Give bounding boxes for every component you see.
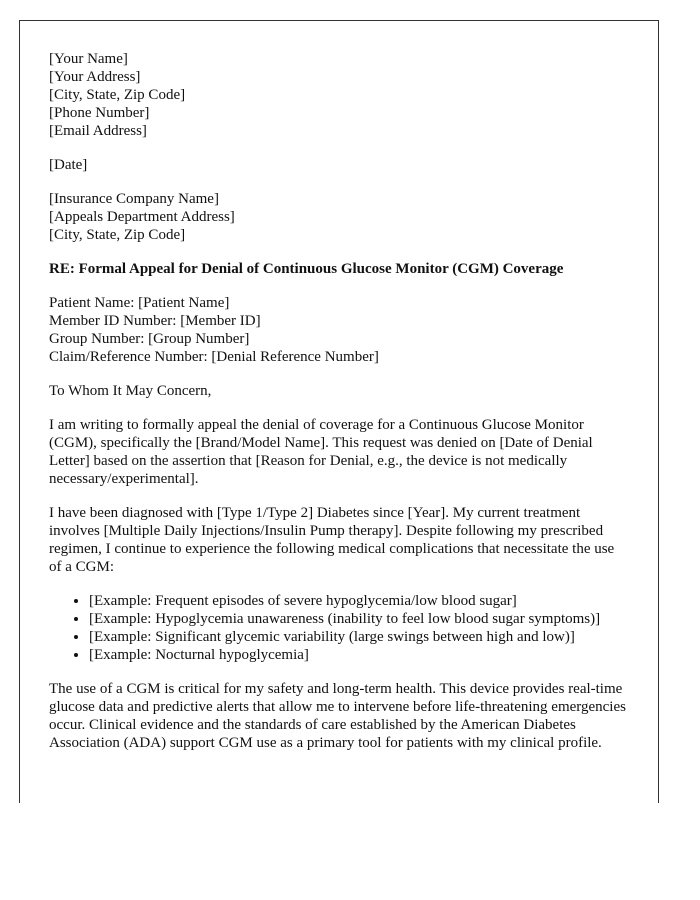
date: [Date] (49, 157, 88, 173)
list-item: • [Example: Significant glycemic variability (large swings between high and low)] (89, 628, 629, 646)
patient-info-block (49, 294, 629, 366)
paragraph-justification: The use of a CGM is critical for my safety and long-term health. This device provides real-time glucose data and predictive alerts that allow me to intervene before life-threatening emergencies occur. Clinical evidence and the standards of care established by the American Diabetes Association (ADA) support CGM use as a primary tool for patients with my clinical profile. (49, 681, 626, 751)
recipient-city: [City, State, Zip Code] (49, 227, 186, 243)
sender-name: [Your Name] (49, 51, 128, 67)
sender-address: [Your Address] (49, 69, 141, 85)
recipient-block (49, 190, 629, 244)
group-number: Group Number: [Group Number] (49, 331, 250, 347)
recipient-address: [Appeals Department Address] (49, 209, 235, 225)
sender-block (49, 50, 629, 140)
sender-city: [City, State, Zip Code] (49, 87, 186, 103)
list-item: • [Example: Hypoglycemia unawareness (inability to feel low blood sugar symptoms)] (89, 610, 629, 628)
list-item: • [Example: Nocturnal hypoglycemia] (89, 646, 629, 664)
subject-line: RE: Formal Appeal for Denial of Continuous Glucose Monitor (CGM) Coverage (49, 261, 564, 277)
sender-phone: [Phone Number] (49, 105, 150, 121)
paragraph-denial: I am writing to formally appeal the denial of coverage for a Continuous Glucose Monitor (CGM), specifically the [Brand/Model Name]. This request was denied on [Date of Denial Letter] based on the assertion that [Reason for Denial, e.g., the device is not medically necessary/experimental]. (49, 417, 593, 487)
salutation: To Whom It May Concern, (49, 383, 212, 399)
member-id: Member ID Number: [Member ID] (49, 313, 261, 329)
recipient-company: [Insurance Company Name] (49, 191, 219, 207)
complications-list (49, 592, 629, 664)
paragraph-diagnosis: I have been diagnosed with [Type 1/Type 2] Diabetes since [Year]. My current treatment involves [Multiple Daily Injections/Insulin Pump therapy]. Despite following my prescribed regimen, I continue to experience the following medical complications that necessitate the use of a CGM: (49, 505, 615, 575)
claim-number: Claim/Reference Number: [Denial Reference Number] (49, 349, 379, 365)
patient-name: Patient Name: [Patient Name] (49, 295, 230, 311)
sender-email: [Email Address] (49, 123, 147, 139)
list-item: • [Example: Frequent episodes of severe hypoglycemia/low blood sugar] (89, 592, 629, 610)
letter-page (19, 20, 659, 803)
